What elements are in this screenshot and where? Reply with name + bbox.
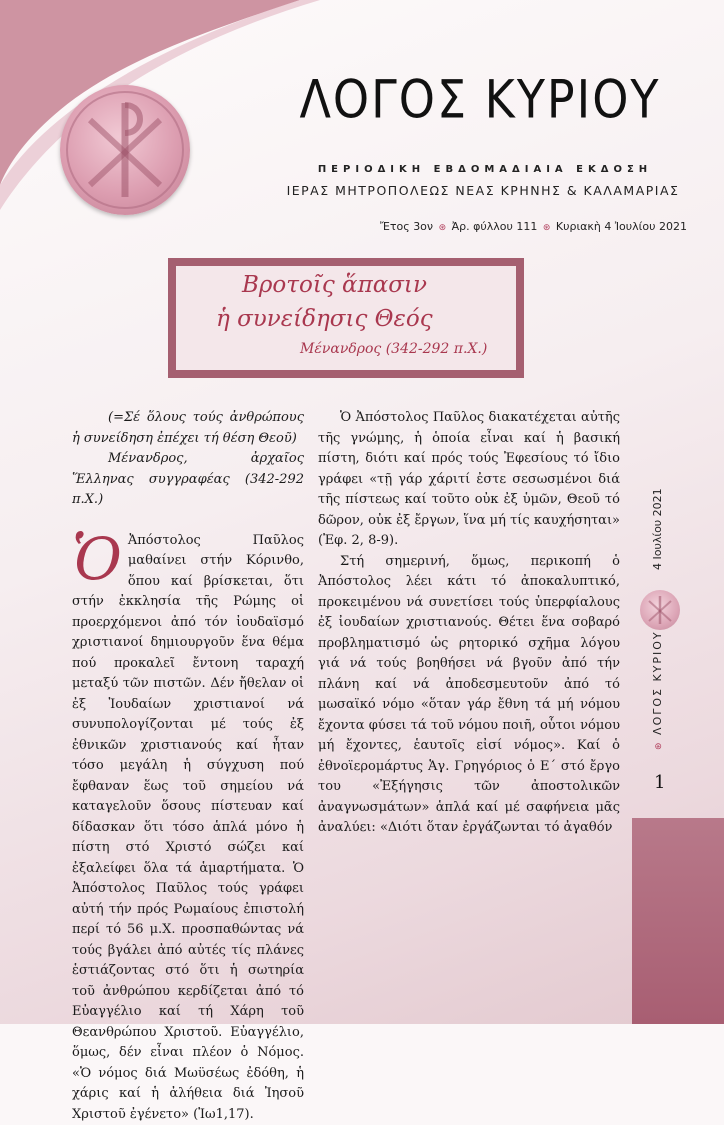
chi-rho-small-icon [640, 590, 680, 630]
article-column-left [72, 408, 304, 1125]
masthead-title: ΛΟΓΟΣ ΚΥΡΙΟΥ [270, 68, 690, 130]
quote-box [168, 258, 524, 378]
intro-translation: (=Σέ ὅλους τούς ἀνθρώπους ἡ συνείδηση ἐπέχει τή θέση Θεοῦ) [72, 408, 304, 449]
drop-cap: Ὁ [72, 533, 122, 585]
separator-dot-icon: ⊛ [541, 223, 553, 233]
article-paragraph-3: Στή σημερινή, ὅμως, περικοπή ὁ Ἀπόστολος λέει κάτι τό ἀποκαλυπτικό, προκειμένου νά συνετίσει τούς ὑπερφίαλους ἐξ ἰουδαίων χριστιανούς. Θέτει ἕνα σοβαρό προβληματισμό ὡς ρητορικό σχῆμα λόγου γιά νά τούς βοηθήσει νά βγοῦν ἀπό τήν πλάνη καί νά ἀποδεσμευτοῦν ἀπό τό μωσαϊκό νόμο «ὅταν γάρ ἔθνη τά μή νόμου ἔχοντα φύσει τά τοῦ νόμου ποιῆ, οὗτοι νόμου μή ἔχοντες, ἑαυτοῖς εἰσί νόμος». Καί ὁ ἐθνοϊερομάρτυς Ἁγ. Γρηγόριος ὁ Ε΄ στό ἔργο του «Ἐξήγησις τῶν ἀποστολικῶν ἀναγνωσμάτων» ἁπλά καί μέ σαφήνεια μᾶς ἀναλύει: «Διότι ὅταν ἐργάζωνται τό ἀγαθόν [318, 552, 620, 839]
sidebar-date [651, 440, 665, 570]
sidebar-name: ΛΟΓΟΣ ΚΥΡΙΟΥ [651, 630, 664, 735]
sidebar-title-text [651, 630, 664, 750]
article-paragraph-2: Ὁ Ἀπόστολος Παῦλος διακατέχεται αὐτῆς τῆς γνώμης, ἡ ὁποία εἶναι καί ἡ βασική πίστη, διότι καί πρός τούς Ἐφεσίους τό ἴδιο γράφει «τῇ γάρ χάριτί ἐστε σεσωσμένοι διά τῆς πίστεως καί τοῦτο οὐκ ἐξ ὑμῶν, Θεοῦ τό δῶρον, οὐκ ἐξ ἔργων, ἵνα μή τίς καυχήσηται» (Ἐφ. 2, 8-9). [318, 408, 620, 552]
quote-line-2: ἡ συνείδησις Θεός [216, 306, 433, 332]
sidebar-title [651, 640, 665, 750]
quote-author: Μένανδρος (342-292 π.Χ.) [300, 341, 487, 357]
quote-line-1: Βροτοῖς ἅπασιν [242, 272, 427, 298]
article-paragraph [72, 531, 304, 1125]
sidebar-dot-icon: ⊛ [654, 740, 664, 750]
page-number: 1 [654, 772, 665, 793]
quote-box-inner [176, 266, 516, 370]
issue-sheet: Ἀρ. φύλλου 111 [452, 220, 538, 233]
masthead-subtitle: ΠΕΡΙΟΔΙΚΗ ΕΒΔΟΜΑΔΙΑΙΑ ΕΚΔΟΣΗ [300, 164, 670, 175]
chi-rho-seal-icon [60, 85, 190, 215]
decorative-block [632, 818, 724, 1024]
masthead-publisher: ΙΕΡΑΣ ΜΗΤΡΟΠΟΛΕΩΣ ΝΕΑΣ ΚΡΗΝΗΣ & ΚΑΛΑΜΑΡΙΑΣ [268, 183, 698, 198]
issue-date: Κυριακὴ 4 Ἰουλίου 2021 [556, 220, 687, 233]
sidebar-date-text: 4 Ιουλίου 2021 [651, 488, 664, 570]
issue-year: Ἔτος 3ον [380, 220, 433, 233]
issue-info [380, 220, 680, 233]
intro-attribution: Μένανδρος, ἀρχαῖος Ἕλληνας συγγραφέας (342-292 π.Χ.) [72, 449, 304, 511]
article-paragraph-1: Ἀπόστολος Παῦλος μαθαίνει στήν Κόρινθο, ὅπου καί βρίσκεται, ὅτι στήν ἐκκλησία τῆς Ρώμης οἱ προερχόμενοι ἀπό τόν ἰουδαϊσμό χριστιανοί δημιουργοῦν ἕνα θέμα πού προκαλεῖ ἔντονη ταραχή μεταξύ τῶν πιστῶν. Δέν ἤθελαν οἱ ἐξ Ἰουδαίων χριστιανοί νά συνυπολογίζονται μέ τούς ἐξ ἐθνικῶν χριστιανούς καί ἦταν τόσο μεγάλη ἡ σύγχυση πού ἔφθαναν ἕως τοῦ σημείου νά καταγελοῦν ὅσους πίστευαν καί δίδασκαν ὅτι τόσο ἁπλά μόνο ἡ πίστη στό Χριστό σώζει καί ἐξαλείφει ὅλα τά ἁμαρτήματα. Ὁ Ἀπόστολος Παῦλος τούς γράφει αὐτή τήν πρός Ρωμαίους ἐπιστολή περί τό 56 μ.Χ. προσπαθώντας νά τούς βγάλει ἀπό αὐτές τίς πλάνες ἑστιάζοντας στό ὅτι ἡ σωτηρία τοῦ ἀνθρώπου κερδίζεται ἀπό τό Εὐαγγέλιο καί τή Χάρη τοῦ Θεανθρώπου Χριστοῦ. Εὐαγγέλιο, ὅμως, δέν εἶναι πλέον ὁ Νόμος. «Ὁ νόμος διά Μωϋσέως ἐδόθη, ἡ χάρις καί ἡ ἀλήθεια διά Ἰησοῦ Χριστοῦ ἐγένετο» (Ἰω1,17). [72, 533, 304, 1122]
article-column-right [318, 408, 620, 839]
separator-dot-icon: ⊛ [437, 223, 449, 233]
